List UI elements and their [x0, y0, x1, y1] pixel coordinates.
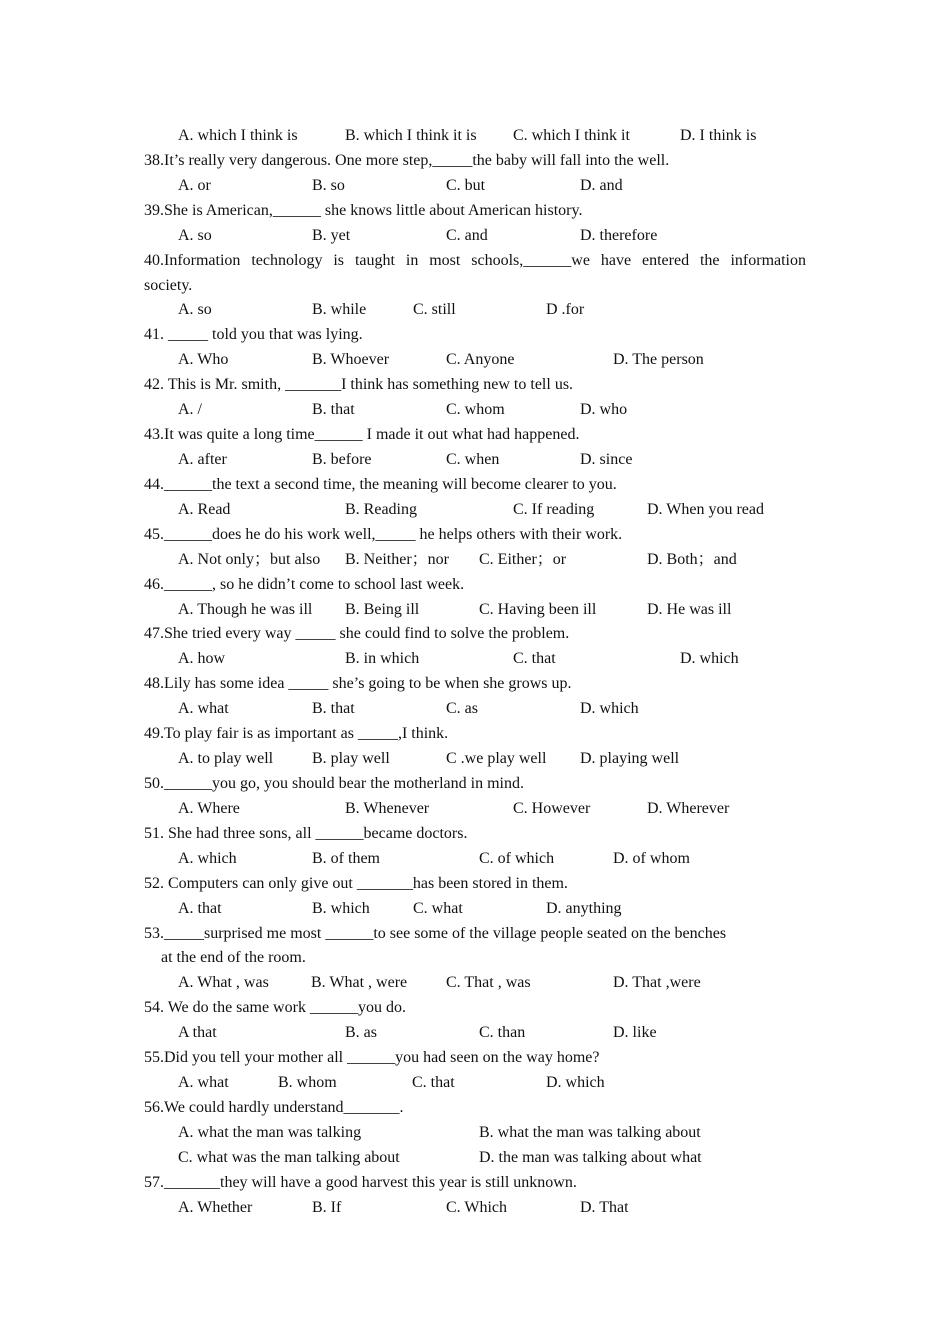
answer-option: A. Read: [178, 500, 231, 518]
question-text: 47.She tried every way _____ she could find to solve the problem.: [144, 625, 570, 643]
question-line: [144, 249, 806, 274]
answer-option: A. /: [178, 401, 202, 419]
question-text: 48.Lily has some idea _____ she’s going to be when she grows up.: [144, 675, 572, 693]
options-line: [144, 1071, 806, 1096]
options-line: [144, 498, 806, 523]
answer-option: C. still: [413, 301, 456, 319]
options-line: [144, 598, 806, 623]
answer-option: D. which: [580, 700, 639, 718]
answer-option: C. Which: [446, 1198, 508, 1216]
options-line: [144, 747, 806, 772]
answer-option: A. Whether: [178, 1198, 253, 1216]
question-text: 44.______the text a second time, the meaning will become clearer to you.: [144, 475, 617, 493]
answer-option: D. the man was talking about what: [479, 1148, 702, 1166]
question-text: 41. _____ told you that was lying.: [144, 326, 363, 344]
answer-option: D. I think is: [680, 127, 757, 144]
answer-option: A. that: [178, 899, 222, 917]
answer-option: D. and: [580, 176, 623, 194]
question-text: 39.She is American,______ she knows little about American history.: [144, 201, 583, 219]
question-line: [144, 622, 806, 647]
answer-option: D. That ,were: [613, 974, 701, 992]
answer-option: C .we play well: [446, 750, 547, 768]
question-text: 49.To play fair is as important as _____,I think.: [144, 725, 449, 743]
answer-option: A. Who: [178, 351, 229, 369]
question-text: society.: [144, 276, 193, 294]
options-line: [144, 797, 806, 822]
question-line: [144, 1171, 806, 1196]
answer-option: B. Reading: [345, 500, 417, 518]
question-text: 53._____surprised me most ______to see some of the village people seated on the benches: [144, 924, 727, 942]
answer-option: B. play well: [312, 750, 390, 768]
answer-option: B. of them: [312, 849, 380, 867]
answer-option: D. He was ill: [647, 600, 732, 618]
question-line: [144, 323, 806, 348]
question-text: 52. Computers can only give out _______has been stored in them.: [144, 874, 568, 892]
question-line: [144, 922, 806, 947]
options-line: [144, 1121, 806, 1146]
question-line: [144, 423, 806, 448]
answer-option: A. what: [178, 700, 229, 718]
question-line: [144, 573, 806, 598]
question-line: [144, 772, 806, 797]
answer-option: D. of whom: [613, 849, 690, 867]
options-line: [144, 1021, 806, 1046]
question-text: 57._______they will have a good harvest this year is still unknown.: [144, 1173, 577, 1191]
answer-option: C. Anyone: [446, 351, 515, 369]
answer-option: D. which: [680, 650, 739, 668]
question-text: 46.______, so he didn’t come to school last week.: [144, 575, 465, 593]
options-line: [144, 174, 806, 199]
options-line: [144, 548, 806, 573]
question-line: [144, 946, 806, 971]
answer-option: C. which I think it: [513, 127, 630, 144]
question-text: 40.Information technology is taught in most schools,______we have entered the information: [144, 251, 806, 269]
options-line: [144, 1196, 806, 1221]
answer-option: D. who: [580, 401, 628, 419]
options-line: [144, 647, 806, 672]
answer-option: A. so: [178, 226, 212, 244]
options-line: [144, 448, 806, 473]
question-text: 51. She had three sons, all ______became doctors.: [144, 824, 468, 842]
options-line: [144, 697, 806, 722]
answer-option: D. like: [613, 1024, 657, 1042]
answer-option: B. that: [312, 700, 355, 718]
answer-option: A. or: [178, 176, 211, 194]
answer-option: D. therefore: [580, 226, 658, 244]
question-line: [144, 473, 806, 498]
options-line: [144, 1146, 806, 1171]
answer-option: A. how: [178, 650, 226, 668]
question-text: 56.We could hardly understand_______.: [144, 1098, 404, 1116]
options-line: [144, 971, 806, 996]
question-line: [144, 149, 806, 174]
answer-option: A that: [178, 1024, 217, 1042]
answer-option: C. If reading: [513, 500, 595, 518]
answer-option: B. Neither；nor: [345, 550, 449, 568]
question-text: 50.______you go, you should bear the motherland in mind.: [144, 774, 524, 792]
answer-option: D .for: [546, 301, 585, 319]
answer-option: A. Where: [178, 799, 240, 817]
answer-option: B. in which: [345, 650, 420, 668]
answer-option: D. since: [580, 450, 633, 468]
answer-option: A. which I think is: [178, 127, 298, 144]
answer-option: A. what the man was talking: [178, 1123, 362, 1141]
answer-option: C. what: [413, 899, 463, 917]
answer-option: B. which: [312, 899, 370, 917]
answer-option: C. However: [513, 799, 591, 817]
question-line: [144, 872, 806, 897]
question-line: [144, 722, 806, 747]
answer-option: A. to play well: [178, 750, 274, 768]
answer-option: C. That , was: [446, 974, 531, 992]
options-line: [144, 398, 806, 423]
answer-option: B. which I think it is: [345, 127, 477, 144]
question-text: 43.It was quite a long time______ I made it out what had happened.: [144, 426, 580, 444]
answer-option: A. so: [178, 301, 212, 319]
answer-option: B. Whoever: [312, 351, 390, 369]
question-line: [144, 822, 806, 847]
answer-option: D. which: [546, 1074, 605, 1092]
answer-option: C. but: [446, 176, 486, 194]
answer-option: C. that: [513, 650, 556, 668]
answer-option: C. of which: [479, 849, 555, 867]
options-line: [144, 224, 806, 249]
answer-option: D. playing well: [580, 750, 680, 768]
question-line: [144, 274, 806, 299]
question-text: 55.Did you tell your mother all ______you had seen on the way home?: [144, 1049, 600, 1067]
options-line: [144, 847, 806, 872]
answer-option: C. what was the man talking about: [178, 1148, 400, 1166]
answer-option: D. The person: [613, 351, 704, 369]
answer-option: C. Either；or: [479, 550, 567, 568]
answer-option: A. Though he was ill: [178, 600, 313, 618]
answer-option: B. while: [312, 301, 367, 319]
answer-option: D. Wherever: [647, 799, 730, 817]
answer-option: B. Whenever: [345, 799, 430, 817]
answer-option: C. that: [412, 1074, 455, 1092]
answer-option: C. as: [446, 700, 478, 718]
question-text: 45.______does he do his work well,_____ he helps others with their work.: [144, 525, 623, 543]
answer-option: B. what the man was talking about: [479, 1123, 701, 1141]
answer-option: C. whom: [446, 401, 505, 419]
answer-option: D. That: [580, 1198, 629, 1216]
answer-option: B. so: [312, 176, 345, 194]
answer-option: A. What , was: [178, 974, 269, 992]
answer-option: D. anything: [546, 899, 622, 917]
question-line: [144, 996, 806, 1021]
answer-option: A. after: [178, 450, 227, 468]
answer-option: B. whom: [278, 1074, 337, 1092]
options-line: [144, 298, 806, 323]
answer-option: C. and: [446, 226, 488, 244]
answer-option: C. Having been ill: [479, 600, 597, 618]
answer-option: C. when: [446, 450, 500, 468]
answer-option: B. that: [312, 401, 355, 419]
answer-option: B. as: [345, 1024, 377, 1042]
options-line: [144, 348, 806, 373]
question-text: at the end of the room.: [161, 949, 306, 967]
answer-option: A. which: [178, 849, 237, 867]
question-line: [144, 523, 806, 548]
answer-option: D. Both；and: [647, 550, 737, 568]
question-line: [144, 672, 806, 697]
answer-option: A. what: [178, 1074, 229, 1092]
options-line: [144, 897, 806, 922]
question-line: [144, 373, 806, 398]
answer-option: B. What , were: [311, 974, 408, 992]
exercise-page: [144, 124, 806, 1221]
question-line: [144, 199, 806, 224]
question-text: 54. We do the same work ______you do.: [144, 999, 406, 1017]
answer-option: C. than: [479, 1024, 526, 1042]
answer-option: D. When you read: [647, 500, 764, 518]
options-line: [144, 124, 806, 149]
question-line: [144, 1096, 806, 1121]
answer-option: A. Not only；but also: [178, 550, 321, 568]
answer-option: B. If: [312, 1198, 342, 1216]
answer-option: B. before: [312, 450, 372, 468]
question-line: [144, 1046, 806, 1071]
question-text: 42. This is Mr. smith, _______I think has something new to tell us.: [144, 376, 574, 394]
answer-option: B. Being ill: [345, 600, 420, 618]
question-text: 38.It’s really very dangerous. One more step,_____the baby will fall into the well.: [144, 151, 670, 169]
answer-option: B. yet: [312, 226, 351, 244]
